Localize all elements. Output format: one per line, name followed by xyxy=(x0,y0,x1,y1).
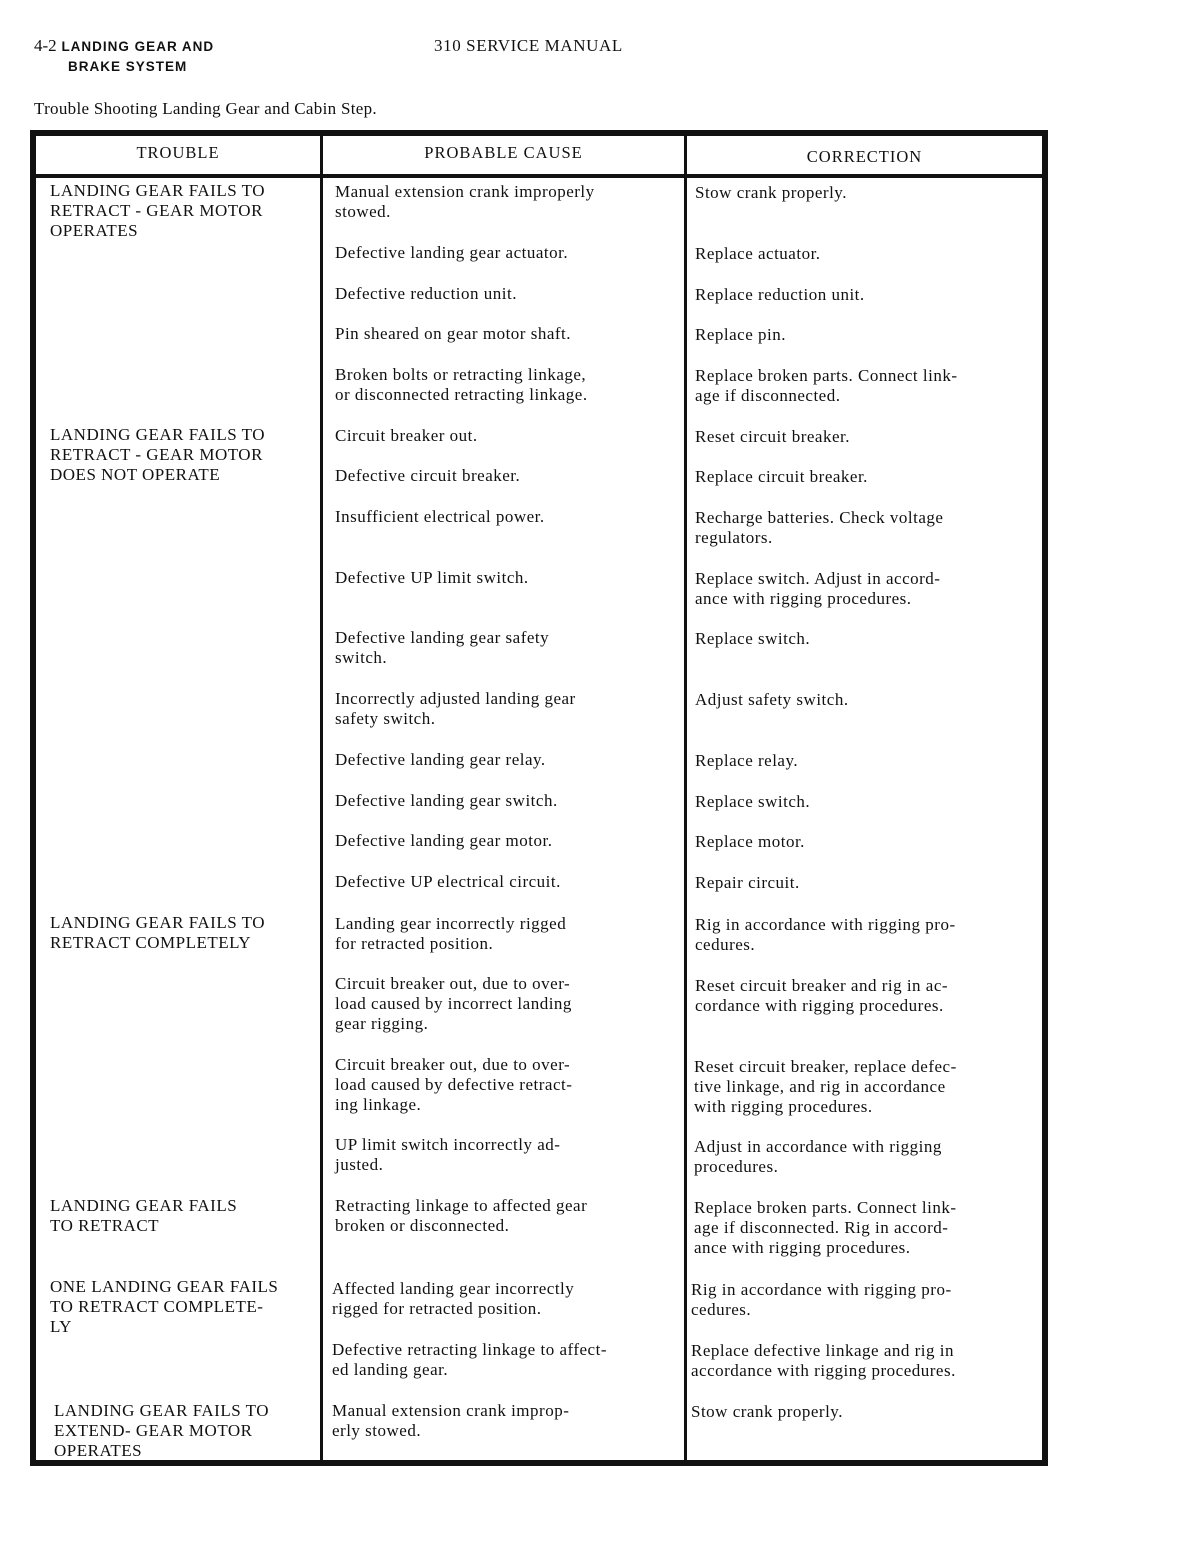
page-number: 4-2 xyxy=(34,36,57,55)
section-title-line1: LANDING GEAR AND xyxy=(61,39,215,54)
trouble-cell: LANDING GEAR FAILS TO RETRACT - GEAR MOTOR DOES NOT OPERATE xyxy=(50,425,265,484)
cause-cell: Manual extension crank improperly stowed. xyxy=(335,182,595,221)
correction-cell: Stow crank properly. xyxy=(695,183,847,202)
cause-cell: Insufficient electrical power. xyxy=(335,507,545,526)
cause-cell: Defective landing gear motor. xyxy=(335,831,553,850)
correction-cell: Replace broken parts. Connect link- age if disconnected. xyxy=(695,366,958,405)
correction-cell: Replace defective linkage and rig in accordance with rigging procedures. xyxy=(691,1341,956,1380)
correction-cell: Recharge batteries. Check voltage regulators. xyxy=(695,508,944,547)
correction-cell: Replace relay. xyxy=(695,751,799,770)
column-header-probable-cause: PROBABLE CAUSE xyxy=(424,143,583,162)
trouble-cell: ONE LANDING GEAR FAILS TO RETRACT COMPLETE- LY xyxy=(50,1277,279,1336)
correction-cell: Replace motor. xyxy=(695,832,805,851)
trouble-cell: LANDING GEAR FAILS TO RETRACT - GEAR MOTOR OPERATES xyxy=(50,181,265,240)
cause-cell: Affected landing gear incorrectly rigged for retracted position. xyxy=(332,1279,575,1318)
cause-cell: Broken bolts or retracting linkage, or disconnected retracting linkage. xyxy=(335,365,588,404)
cause-cell: Defective circuit breaker. xyxy=(335,466,521,485)
correction-cell: Replace switch. xyxy=(695,792,811,811)
correction-cell: Replace circuit breaker. xyxy=(695,467,868,486)
correction-cell: Replace pin. xyxy=(695,325,786,344)
correction-cell: Stow crank properly. xyxy=(691,1402,843,1421)
cause-cell: Defective landing gear safety switch. xyxy=(335,628,550,667)
cause-cell: UP limit switch incorrectly ad- justed. xyxy=(335,1135,561,1174)
correction-cell: Replace reduction unit. xyxy=(695,285,865,304)
cause-cell: Defective landing gear relay. xyxy=(335,750,546,769)
cause-cell: Retracting linkage to affected gear broken or disconnected. xyxy=(335,1196,588,1235)
troubleshooting-table xyxy=(30,130,1048,1466)
cause-cell: Defective reduction unit. xyxy=(335,284,517,303)
correction-cell: Reset circuit breaker and rig in ac- cordance with rigging procedures. xyxy=(695,976,949,1015)
cause-cell: Manual extension crank improp- erly stowed. xyxy=(332,1401,570,1440)
column-header-trouble: TROUBLE xyxy=(136,143,220,162)
cause-cell: Landing gear incorrectly rigged for retracted position. xyxy=(335,914,567,953)
correction-cell: Reset circuit breaker, replace defec- tive linkage, and rig in accordance with rigging procedures. xyxy=(694,1057,957,1116)
column-header-correction: CORRECTION xyxy=(806,147,923,166)
cause-cell: Defective retracting linkage to affect- ed landing gear. xyxy=(332,1340,607,1379)
trouble-cell: LANDING GEAR FAILS TO EXTEND- GEAR MOTOR OPERATES xyxy=(54,1401,269,1460)
correction-cell: Reset circuit breaker. xyxy=(695,427,850,446)
trouble-cell: LANDING GEAR FAILS TO RETRACT xyxy=(50,1196,238,1235)
cause-cell: Defective UP electrical circuit. xyxy=(335,872,561,891)
correction-cell: Rig in accordance with rigging pro- cedures. xyxy=(695,915,956,954)
section-header xyxy=(34,36,214,77)
correction-cell: Replace actuator. xyxy=(695,244,821,263)
cause-cell: Circuit breaker out. xyxy=(335,426,478,445)
correction-cell: Repair circuit. xyxy=(695,873,800,892)
cause-cell: Defective landing gear actuator. xyxy=(335,243,569,262)
table-caption: Trouble Shooting Landing Gear and Cabin Step. xyxy=(34,99,377,118)
cause-cell: Defective landing gear switch. xyxy=(335,791,558,810)
correction-cell: Replace switch. Adjust in accord- ance with rigging procedures. xyxy=(695,569,941,608)
section-title-line2: BRAKE SYSTEM xyxy=(68,59,188,74)
column-divider xyxy=(684,136,687,1460)
correction-cell: Replace broken parts. Connect link- age if disconnected. Rig in accord- ance with rigging procedures. xyxy=(694,1198,957,1257)
correction-cell: Adjust safety switch. xyxy=(695,690,849,709)
correction-cell: Adjust in accordance with rigging procedures. xyxy=(694,1137,942,1176)
correction-cell: Replace switch. xyxy=(695,629,811,648)
trouble-cell: LANDING GEAR FAILS TO RETRACT COMPLETELY xyxy=(50,913,265,952)
cause-cell: Circuit breaker out, due to over- load caused by defective retract- ing linkage. xyxy=(335,1055,573,1114)
cause-cell: Defective UP limit switch. xyxy=(335,568,529,587)
column-divider xyxy=(320,136,323,1460)
cause-cell: Pin sheared on gear motor shaft. xyxy=(335,324,571,343)
correction-cell: Rig in accordance with rigging pro- cedures. xyxy=(691,1280,952,1319)
manual-title: 310 SERVICE MANUAL xyxy=(434,36,623,55)
cause-cell: Incorrectly adjusted landing gear safety switch. xyxy=(335,689,576,728)
cause-cell: Circuit breaker out, due to over- load caused by incorrect landing gear rigging. xyxy=(335,974,572,1033)
